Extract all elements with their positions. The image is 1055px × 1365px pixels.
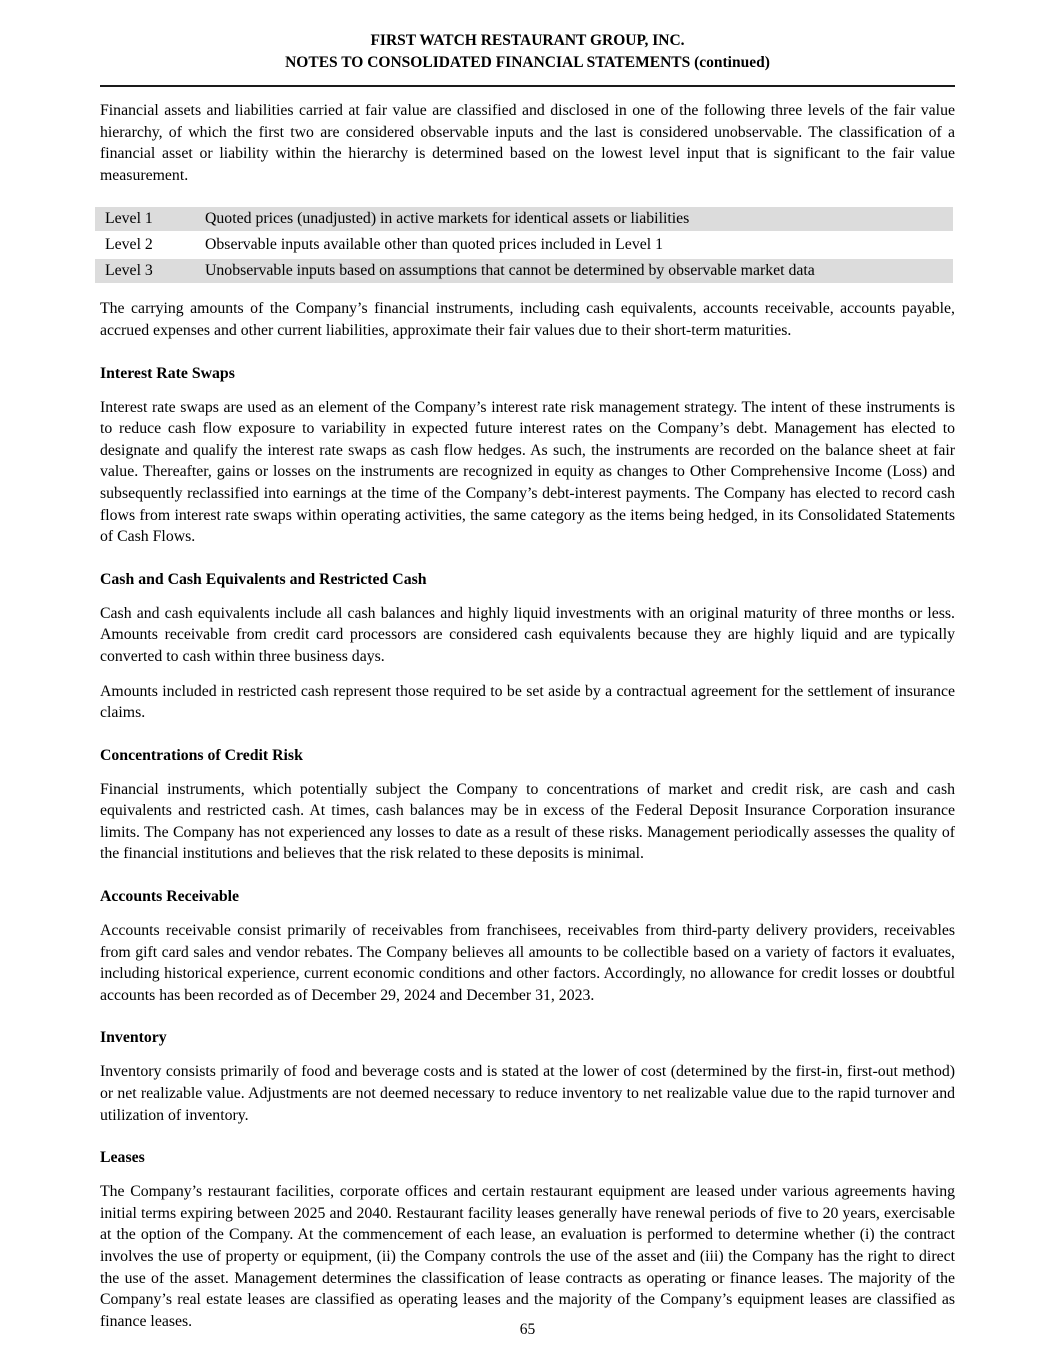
document-header — [100, 30, 955, 74]
fair-value-levels-table — [95, 205, 953, 285]
section-heading: Concentrations of Credit Risk — [100, 746, 303, 764]
level-label: Level 1 — [95, 207, 195, 231]
page-number: 65 — [519, 1321, 536, 1338]
company-name: FIRST WATCH RESTAURANT GROUP, INC. — [370, 32, 685, 49]
carrying-amounts-paragraph: The carrying amounts of the Company’s financial instruments, including cash equivalents, accounts receivable, accounts payable, accrued expenses and other current liabilities, approximate their fair values due to their short-term maturities. — [100, 300, 955, 339]
section-paragraph: Financial instruments, which potentially subject the Company to concentrations of market and credit risk, are cash and cash equivalents and restricted cash. At times, cash balances may be in excess of the Federal Deposit Insurance Corporation insurance limits. The Company has not experienced any losses to date as a result of these risks. Management periodically assesses the quality of the financial institutions and believes that the risk related to these deposits is minimal. — [100, 780, 955, 863]
section-paragraph: Amounts included in restricted cash represent those required to be set aside by a contractual agreement for the settlement of insurance claims. — [100, 682, 955, 722]
section-heading: Cash and Cash Equivalents and Restricted Cash — [100, 570, 427, 588]
section-interest-rate-swaps — [100, 363, 955, 548]
level-description: Observable inputs available other than quoted prices included in Level 1 — [205, 236, 663, 254]
document-title: NOTES TO CONSOLIDATED FINANCIAL STATEMENTS (continued) — [285, 54, 770, 71]
section-heading: Accounts Receivable — [100, 888, 240, 906]
level-label: Level 2 — [105, 236, 153, 254]
section-paragraph: Inventory consists primarily of food and beverage costs and is stated at the lower of cost (determined by the first-in, first-out method) or net realizable value. Adjustments are not deemed necessary to reduce inventory to net realizable value due to the rapid turnover and utilization of inventory. — [100, 1063, 955, 1124]
section-heading: Interest Rate Swaps — [100, 364, 235, 382]
table-row-level-1 — [95, 207, 953, 231]
table-row-level-2 — [95, 233, 953, 257]
section-heading: Leases — [100, 1149, 145, 1167]
section-inventory — [100, 1027, 955, 1126]
section-heading: Inventory — [100, 1029, 167, 1047]
level-label: Level 3 — [95, 259, 195, 283]
section-paragraph: Accounts receivable consist primarily of receivables from franchisees, receivables from third-party delivery providers, receivables from gift card sales and vendor rebates. The Company believes all amounts to be collectible based on a variety of factors it evaluates, including historical experience, current economic conditions and other factors. Accordingly, no allowance for credit losses or doubtful accounts has been recorded as of December 29, 2024 and December 31, 2023. — [100, 922, 955, 1004]
section-concentrations-of-credit-risk — [100, 745, 955, 865]
page-footer — [0, 1321, 1055, 1339]
level-description: Quoted prices (unadjusted) in active markets for identical assets or liabilities — [195, 207, 953, 231]
section-leases — [100, 1147, 955, 1332]
section-paragraph: Interest rate swaps are used as an element of the Company’s interest rate risk management strategy. The intent of these instruments is to reduce cash flow exposure to variability in expected future interest rates on the Company’s debt. Management has elected to designate and qualify the interest rate swaps as cash flow hedges. As such, the instruments are recorded on the balance sheet at fair value. Thereafter, gains or losses on the instruments are recognized in equity as changes to Other Comprehensive Income (Loss) and subsequently reclassified into earnings at the time of the Company’s debt-interest payments. The Company has elected to record cash flows from interest rate swaps within operating activities, the same category as the items being hedged, in its Consolidated Statements of Cash Flows. — [100, 398, 955, 546]
section-paragraph: Cash and cash equivalents include all cash balances and highly liquid investments with an original maturity of three months or less. Amounts receivable from credit card processors are considered cash equivalents because they are highly liquid and are typically converted to cash within three business days. — [100, 604, 955, 665]
table-row-level-3 — [95, 259, 953, 283]
level-description: Unobservable inputs based on assumptions that cannot be determined by observable market data — [195, 259, 953, 283]
section-cash-and-cash-equivalents — [100, 569, 955, 724]
section-accounts-receivable — [100, 886, 955, 1006]
intro-paragraph: Financial assets and liabilities carried at fair value are classified and disclosed in one of the following three levels of the fair value hierarchy, of which the first two are considered observable inputs and the last is considered unobservable. The classification of a financial asset or liability within the hierarchy is determined based on the lowest level input that is significant to the fair value measurement. — [100, 102, 955, 184]
header-rule — [100, 85, 955, 87]
section-paragraph: The Company’s restaurant facilities, corporate offices and certain restaurant equipment are leased under various agreements having initial terms expiring between 2025 and 2040. Restaurant facility leases generally have renewal periods of five to 20 years, exercisable at the option of the Company. At the commencement of each lease, an evaluation is performed to determine whether (i) the contract involves the use of property or equipment, (ii) the Company controls the use of the asset and (iii) the Company has the right to direct the use of the asset. Management determines the classification of lease contracts as operating or finance leases. The majority of the Company’s real estate leases are classified as operating leases and the majority of the Company’s equipment leases are classified as finance leases. — [100, 1183, 955, 1330]
